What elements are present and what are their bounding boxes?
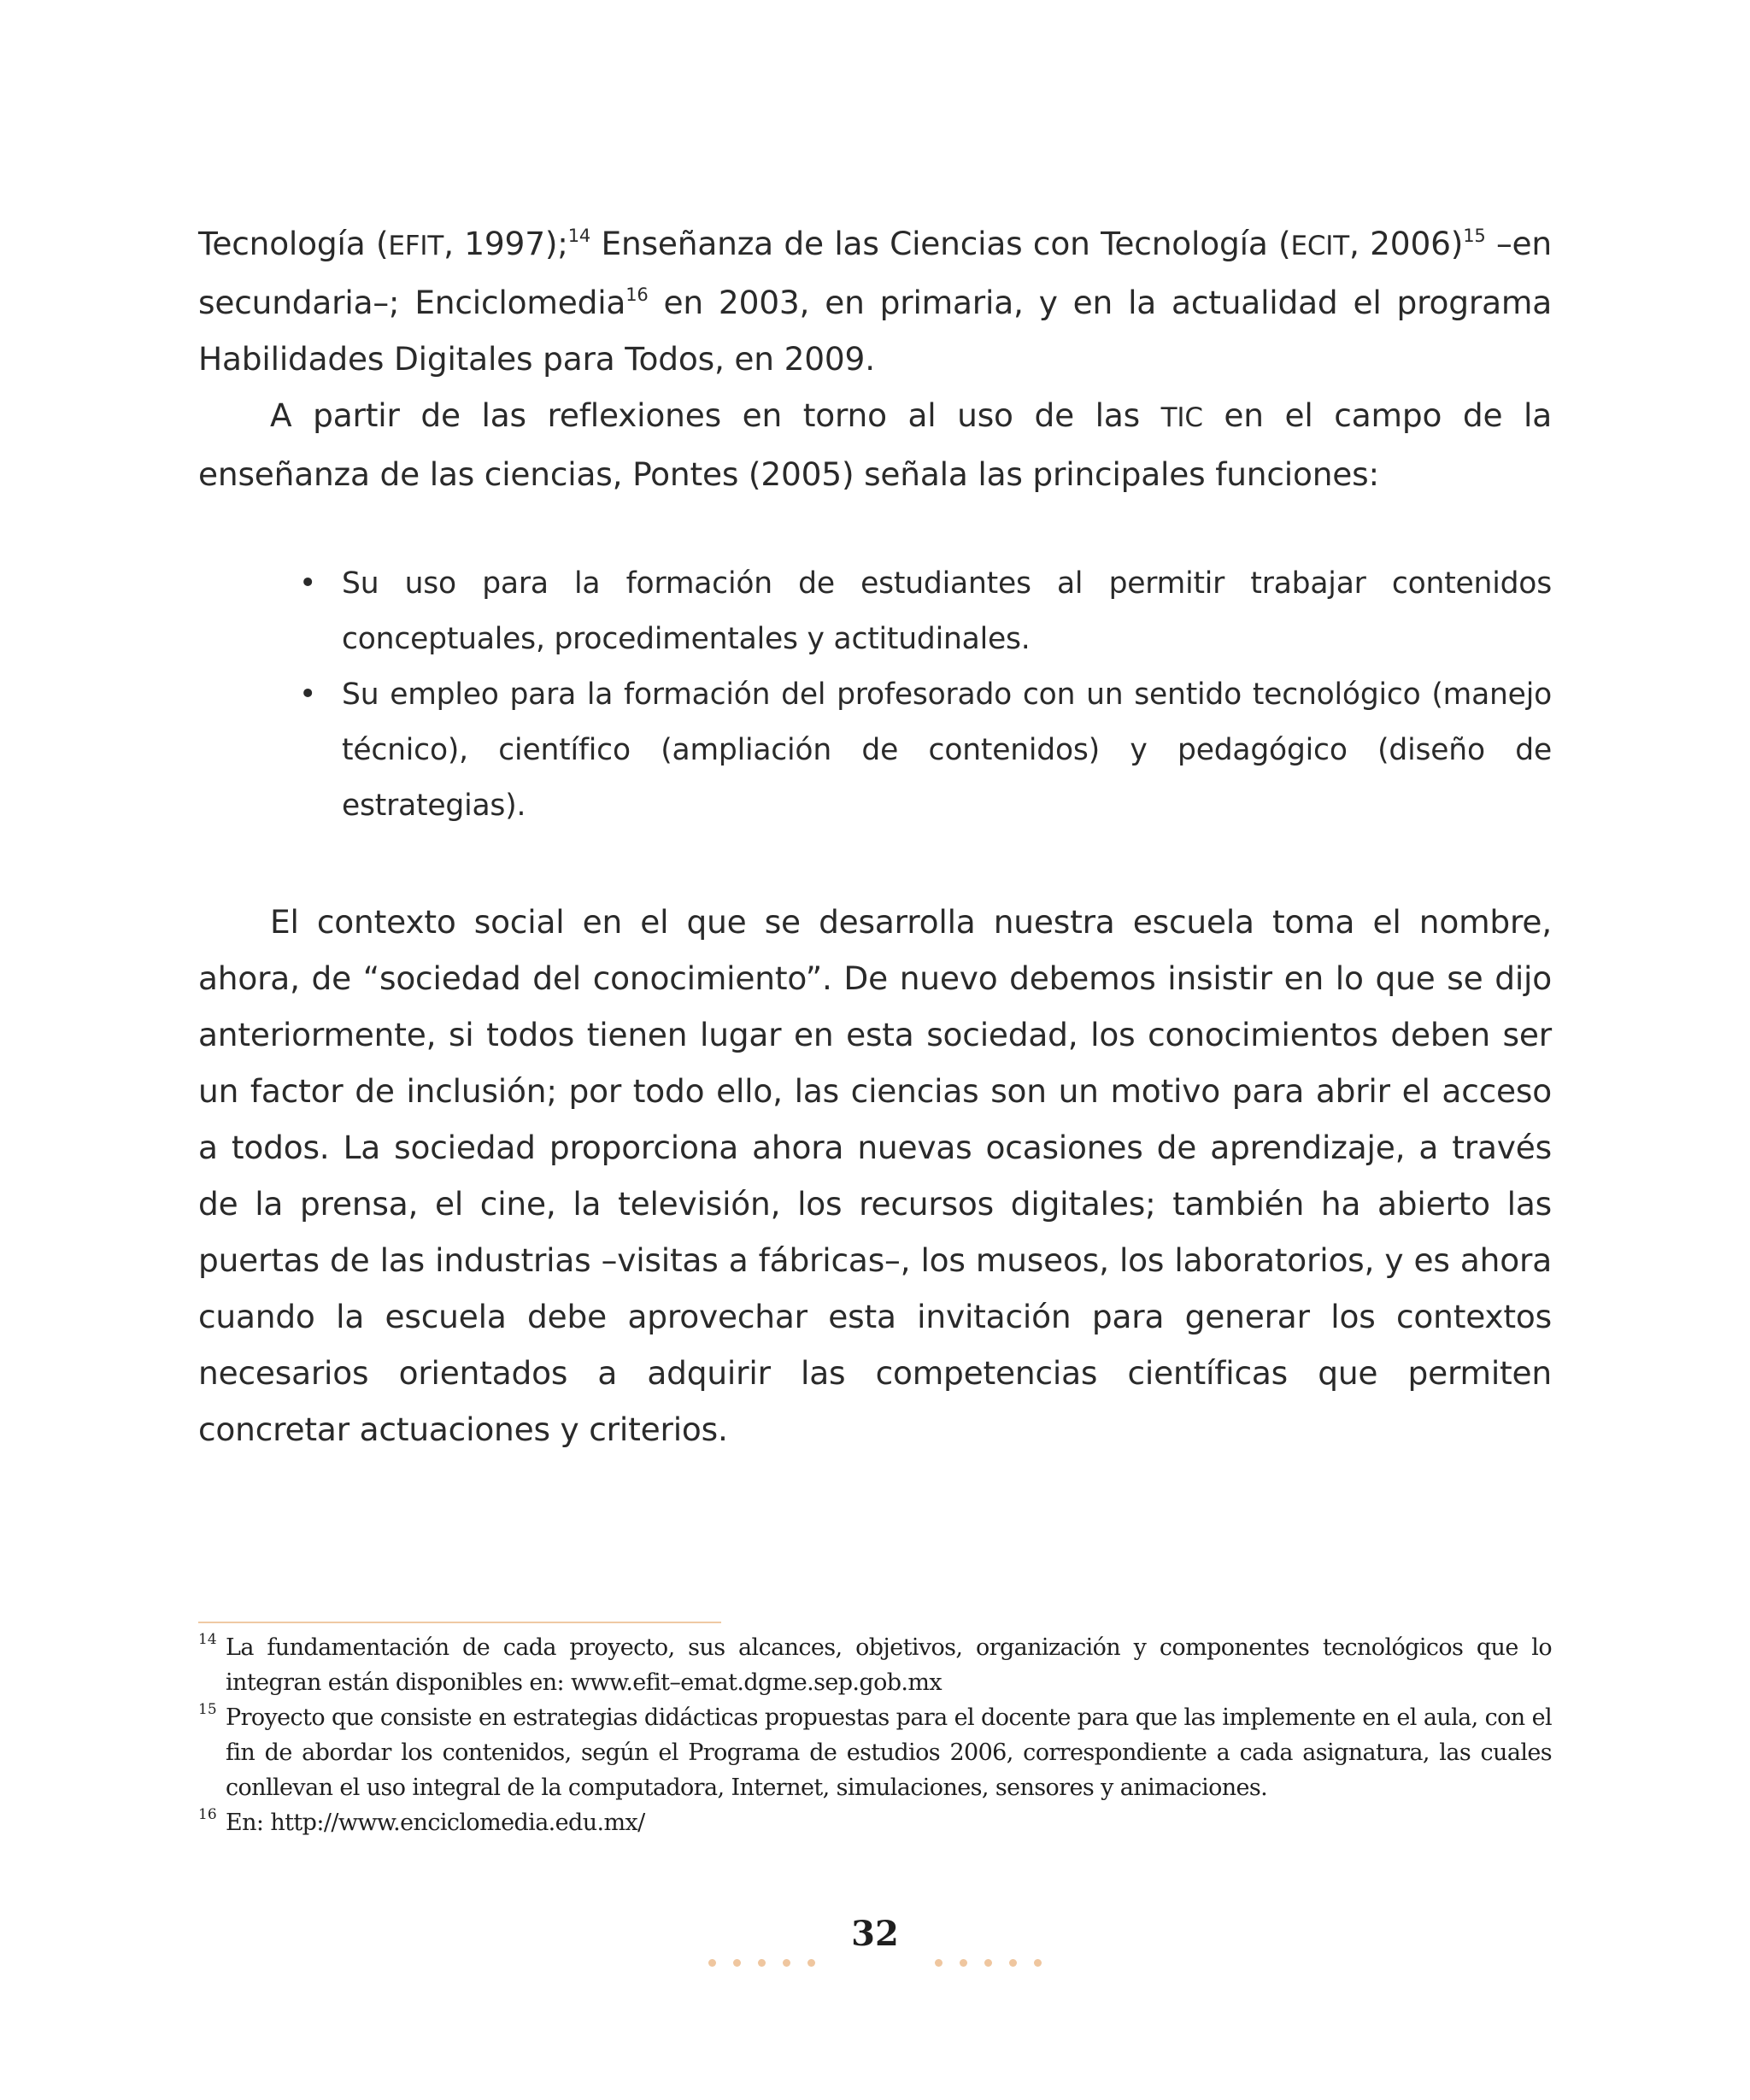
footnote-number: 14 bbox=[198, 1631, 217, 1648]
body-text-block bbox=[198, 215, 1552, 502]
footnote-text: La fundamentación de cada proyecto, sus alcances, objetivos, organización y componentes tecnológicos que lo integran están disponibles en: www.efit–emat.dgme.sep.gob.mx bbox=[226, 1634, 1552, 1696]
acronym-efit: EFIT bbox=[388, 231, 444, 261]
paragraph-1-text: Enseñanza de las Ciencias con Tecnología ( bbox=[590, 225, 1291, 262]
paragraph-1-text: en 2003, en primaria, y en la actualidad el programa Habilidades Digitales para Todos, en 2009. bbox=[198, 284, 1552, 378]
functions-bullet-list bbox=[299, 556, 1552, 834]
acronym-tic: TIC bbox=[1160, 402, 1203, 433]
footnote-ref-14[interactable]: 14 bbox=[567, 226, 591, 246]
paragraph-1-text: –en secundaria–; Enciclomedia bbox=[198, 225, 1552, 321]
list-item-text: Su empleo para la formación del profesorado con un sentido tecnológico (manejo técnico), científico (ampliación de contenidos) y pedagógico (diseño de estrategias). bbox=[342, 678, 1552, 823]
decorative-dots-right-icon bbox=[926, 1930, 1050, 1940]
paragraph-2-text: en el campo de la enseñanza de las ciencias, Pontes (2005) señala las principales funciones: bbox=[198, 396, 1552, 493]
paragraph-1 bbox=[198, 215, 1552, 387]
footnote-text: En: http://www.enciclomedia.edu.mx/ bbox=[226, 1810, 645, 1836]
paragraph-2-text: A partir de las reflexiones en torno al uso de las bbox=[270, 396, 1161, 434]
footnote-text: Proyecto que consiste en estrategias didácticas propuestas para el docente para que las implemente en el aula, con el fin de abordar los contenidos, según el Programa de estudios 2006, correspondiente a cada asignatura, las cuales conllevan el uso integral de la computadora, Internet, simulaciones, sensores y animaciones. bbox=[226, 1704, 1552, 1801]
footnote-16 bbox=[198, 1805, 1552, 1840]
paragraph-2 bbox=[198, 387, 1552, 502]
paragraph-1-text: , 1997); bbox=[443, 225, 568, 262]
list-item-text: Su uso para la formación de estudiantes al permitir trabajar contenidos conceptuales, procedimentales y actitudinales. bbox=[342, 566, 1552, 656]
acronym-ecit: ECIT bbox=[1290, 231, 1349, 261]
paragraph-1-text: , 2006) bbox=[1348, 225, 1464, 262]
page-number: 32 bbox=[851, 1914, 899, 1954]
footnote-divider bbox=[198, 1622, 721, 1623]
footnote-number: 16 bbox=[198, 1806, 217, 1823]
bullet-icon: • bbox=[299, 566, 317, 601]
decorative-dots-left-icon bbox=[700, 1930, 824, 1940]
list-item bbox=[299, 667, 1552, 834]
page-footer bbox=[0, 1909, 1750, 1960]
list-item bbox=[299, 556, 1552, 667]
paragraph-3: El contexto social en el que se desarrolla nuestra escuela toma el nombre, ahora, de “sociedad del conocimiento”. De nuevo debemos insistir en lo que se dijo anteriormente, si todos tienen lugar en esta sociedad, los conocimientos deben ser un factor de inclusión; por todo ello, las ciencias son un motivo para abrir el acceso a todos. La sociedad proporciona ahora nuevas ocasiones de aprendizaje, a través de la prensa, el cine, la televisión, los recursos digitales; también ha abierto las puertas de las industrias –visitas a fábricas–, los museos, los laboratorios, y es ahora cuando la escuela debe aprovechar esta invitación para generar los contextos necesarios orientados a adquirir las competencias científicas que permiten concretar actuaciones y criterios. bbox=[198, 903, 1552, 1448]
body-text-block bbox=[198, 894, 1552, 1458]
footnote-ref-16[interactable]: 16 bbox=[625, 284, 649, 305]
footnote-ref-15[interactable]: 15 bbox=[1463, 226, 1486, 246]
footnote-number: 15 bbox=[198, 1701, 217, 1718]
paragraph-1-text: Tecnología ( bbox=[198, 225, 389, 262]
footnote-15 bbox=[198, 1700, 1552, 1805]
footnote-14 bbox=[198, 1630, 1552, 1700]
bullet-icon: • bbox=[299, 678, 317, 712]
footnotes bbox=[198, 1630, 1552, 1840]
